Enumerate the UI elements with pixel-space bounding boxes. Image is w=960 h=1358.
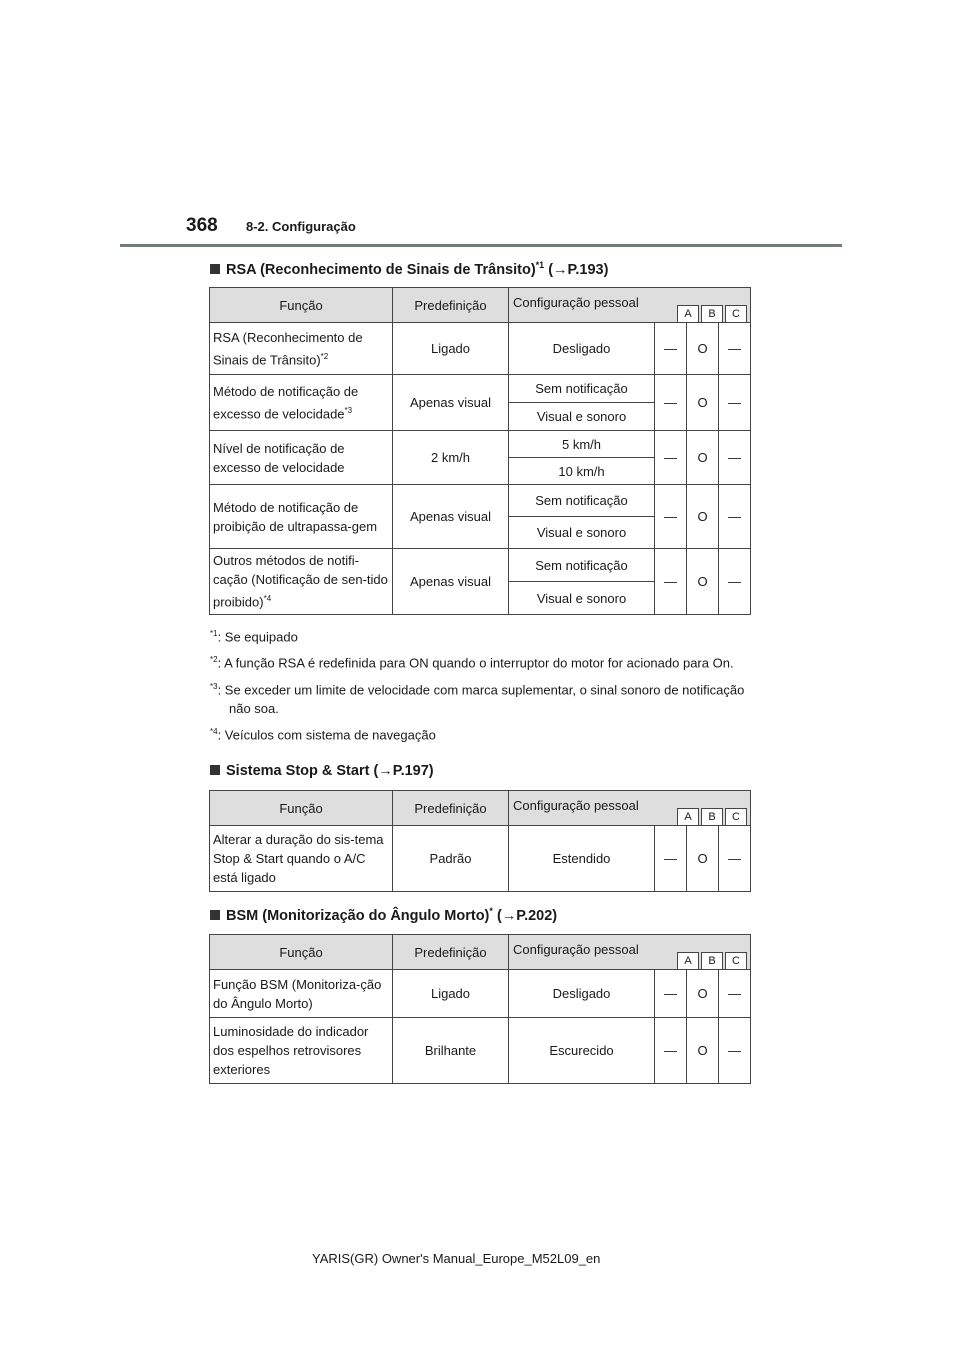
option-cell: Sem notificação (509, 375, 655, 403)
option-cell: 10 km/h (509, 458, 655, 485)
table-row (210, 375, 751, 403)
footer-manual-id: YARIS(GR) Owner's Manual_Europe_M52L09_en (312, 1251, 601, 1266)
col-c-cell: — (719, 549, 751, 615)
option-cell: Desligado (509, 970, 655, 1018)
option-cell: Sem notificação (509, 485, 655, 517)
abc-row (675, 305, 747, 323)
footnote-mark: *1 (210, 629, 218, 638)
col-a-cell: — (655, 485, 687, 549)
col-a-cell: — (655, 970, 687, 1018)
footnote-mark: *4 (210, 726, 218, 736)
header-config-label: Configuração pessoal (513, 942, 639, 957)
footnote-mark: *3 (210, 681, 218, 691)
footnote-item (210, 650, 750, 672)
option-cell: 5 km/h (509, 431, 655, 458)
table-header-row (210, 935, 751, 970)
section-heading-stop-start (210, 763, 434, 779)
col-c-cell: — (719, 485, 751, 549)
default-cell: Brilhante (393, 1018, 509, 1084)
header-funcao: Função (210, 935, 393, 970)
footnote-item (210, 624, 750, 646)
function-cell (210, 549, 393, 615)
box-a-icon: A (677, 808, 699, 826)
col-a-cell: — (655, 375, 687, 431)
function-text: Outros métodos de notifi-cação (Notificação de sen-tido proibido) (213, 553, 388, 610)
table-row (210, 970, 751, 1018)
function-text: Método de notificação de excesso de velocidade (213, 383, 359, 422)
header-config-label: Configuração pessoal (513, 798, 639, 813)
box-c-icon: C (725, 305, 747, 323)
header-funcao: Função (210, 288, 393, 323)
footnote-text: : Se equipado (217, 629, 298, 645)
footnote-mark: *3 (344, 405, 353, 415)
page-reference-link[interactable]: (→P.193) (548, 261, 609, 278)
default-cell: Apenas visual (393, 549, 509, 615)
square-bullet-icon (210, 765, 220, 775)
col-c-cell: — (719, 431, 751, 485)
page-number: 368 (186, 215, 218, 236)
header-predefinicao: Predefinição (393, 288, 509, 323)
default-cell: Ligado (393, 970, 509, 1018)
col-c-cell: — (719, 970, 751, 1018)
footnote-mark: *2 (210, 655, 218, 665)
footnote-text: : Veículos com sistema de navegação (217, 727, 436, 743)
option-cell: Escurecido (509, 1018, 655, 1084)
table-row (210, 549, 751, 582)
option-cell: Visual e sonoro (509, 582, 655, 615)
header-config-label: Configuração pessoal (513, 295, 639, 310)
square-bullet-icon (210, 910, 220, 920)
section-heading-rsa (210, 260, 608, 278)
chapter-title: 8-2. Configuração (246, 219, 356, 234)
col-b-cell: O (687, 375, 719, 431)
col-b-cell: O (687, 549, 719, 615)
header-predefinicao: Predefinição (393, 791, 509, 826)
box-a-icon: A (677, 952, 699, 970)
col-b-cell: O (687, 826, 719, 892)
footnotes (210, 624, 750, 748)
default-cell: Padrão (393, 826, 509, 892)
function-cell: Alterar a duração do sis-tema Stop & Start quando o A/C está ligado (210, 826, 393, 892)
box-b-icon: B (701, 305, 723, 323)
function-cell: Método de notificação de proibição de ultrapassa-gem (210, 485, 393, 549)
table-row (210, 1018, 751, 1084)
box-a-icon: A (677, 305, 699, 323)
col-c-cell: — (719, 323, 751, 375)
table-row (210, 323, 751, 375)
col-b-cell: O (687, 970, 719, 1018)
table-header-row (210, 288, 751, 323)
function-cell (210, 323, 393, 375)
section-title: BSM (Monitorização do Ângulo Morto) (226, 907, 490, 924)
abc-row (675, 808, 747, 826)
footnote-item (210, 677, 750, 718)
bsm-settings-table (209, 934, 751, 1084)
option-cell: Sem notificação (509, 549, 655, 582)
header-config (509, 288, 751, 323)
col-c-cell: — (719, 1018, 751, 1084)
footnote-text: : Se exceder um limite de velocidade com marca suplementar, o sinal sonoro de notificação não soa. (217, 681, 745, 716)
col-a-cell: — (655, 826, 687, 892)
default-cell: Apenas visual (393, 375, 509, 431)
stop-start-settings-table (209, 790, 751, 892)
header-predefinicao: Predefinição (393, 935, 509, 970)
page-reference-link[interactable]: (→P.197) (373, 763, 434, 779)
section-title: Sistema Stop & Start (226, 763, 370, 779)
function-cell: Nível de notificação de excesso de velocidade (210, 431, 393, 485)
footnote-text: : A função RSA é redefinida para ON quando o interruptor do motor for acionado para On. (217, 655, 734, 671)
option-cell: Estendido (509, 826, 655, 892)
col-b-cell: O (687, 485, 719, 549)
box-c-icon: C (725, 808, 747, 826)
box-c-icon: C (725, 952, 747, 970)
table-header-row (210, 791, 751, 826)
option-cell: Desligado (509, 323, 655, 375)
col-b-cell: O (687, 323, 719, 375)
header-config (509, 935, 751, 970)
col-b-cell: O (687, 1018, 719, 1084)
footnote-item (210, 722, 750, 744)
col-a-cell: — (655, 549, 687, 615)
footnote-mark: *2 (320, 351, 329, 361)
function-cell: Função BSM (Monitoriza-ção do Ângulo Morto) (210, 970, 393, 1018)
box-b-icon: B (701, 808, 723, 826)
col-a-cell: — (655, 1018, 687, 1084)
col-c-cell: — (719, 826, 751, 892)
function-cell: Luminosidade do indicador dos espelhos retrovisores exteriores (210, 1018, 393, 1084)
default-cell: 2 km/h (393, 431, 509, 485)
option-cell: Visual e sonoro (509, 403, 655, 431)
option-cell: Visual e sonoro (509, 517, 655, 549)
default-cell: Ligado (393, 323, 509, 375)
col-b-cell: O (687, 431, 719, 485)
table-row (210, 485, 751, 517)
function-cell (210, 375, 393, 431)
header-config (509, 791, 751, 826)
table-row (210, 826, 751, 892)
function-text: RSA (Reconhecimento de Sinais de Trânsito) (213, 329, 363, 368)
section-footnote-mark: *1 (535, 260, 545, 270)
header-funcao: Função (210, 791, 393, 826)
col-a-cell: — (655, 431, 687, 485)
box-b-icon: B (701, 952, 723, 970)
square-bullet-icon (210, 264, 220, 274)
section-footnote-mark: * (489, 906, 493, 916)
section-title: RSA (Reconhecimento de Sinais de Trânsito) (226, 261, 536, 278)
page-reference-link[interactable]: (→P.202) (496, 907, 558, 924)
default-cell: Apenas visual (393, 485, 509, 549)
section-heading-bsm (210, 906, 557, 924)
col-c-cell: — (719, 375, 751, 431)
col-a-cell: — (655, 323, 687, 375)
table-row (210, 431, 751, 458)
footnote-mark: *4 (263, 594, 272, 604)
abc-row (675, 952, 747, 970)
rsa-settings-table (209, 287, 751, 615)
header-rule (120, 244, 842, 247)
